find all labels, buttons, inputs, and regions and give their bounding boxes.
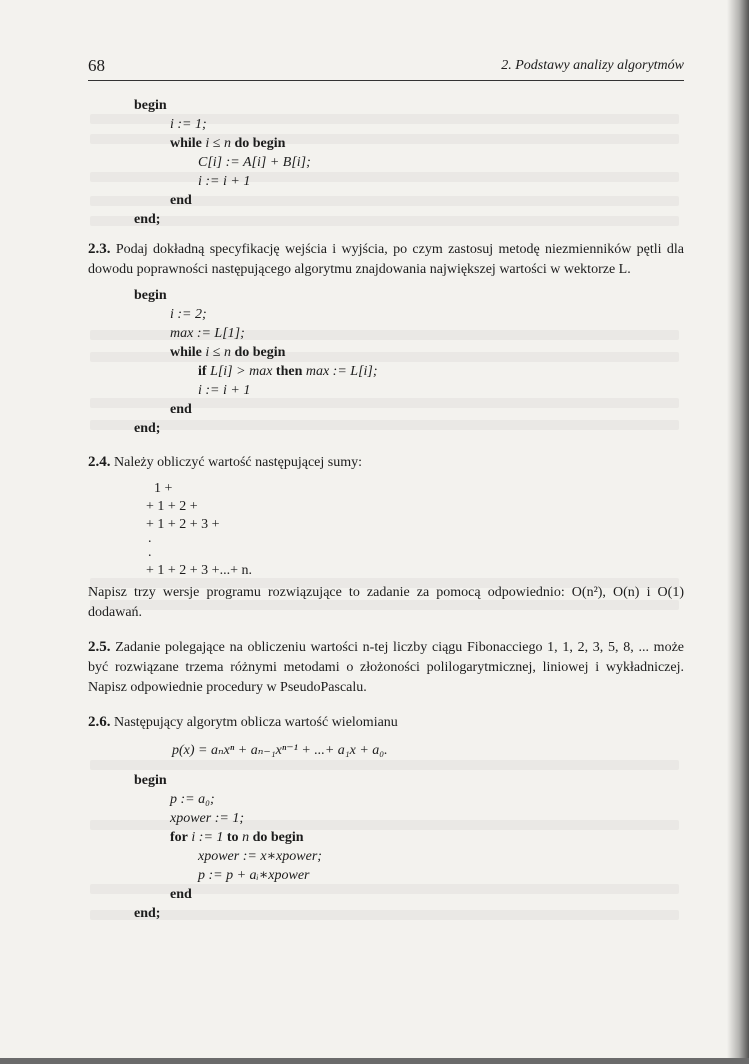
task-number: 2.5.	[88, 639, 111, 655]
code-line: xpower := x∗xpower;	[198, 849, 322, 864]
sum-line: + 1 + 2 +	[146, 499, 198, 514]
code-expr: L[i] > max	[210, 364, 273, 379]
polynomial-formula: p(x) = aₙxⁿ + aₙ₋₁xⁿ⁻¹ + ...+ a₁x + a₀.	[172, 743, 388, 758]
keyword: while	[170, 136, 202, 151]
keyword: do begin	[234, 345, 286, 360]
keyword: for	[170, 830, 188, 845]
code-line: xpower := 1;	[170, 811, 244, 826]
task-2-4	[88, 452, 684, 473]
code-line: C[i] := A[i] + B[i];	[198, 155, 311, 170]
task-text: Następujący algorytm oblicza wartość wielomianu	[114, 715, 398, 730]
task-text: Napisz trzy wersje programu rozwiązujące to zadanie za pomocą odpowiednio: O(n²), O(n) i O(1) dodawań.	[88, 585, 684, 620]
code-line: i := i + 1	[198, 383, 251, 398]
code-line: begin	[134, 288, 167, 303]
task-2-4-tail	[88, 583, 684, 623]
task-2-6	[88, 712, 684, 733]
page-edge	[0, 1058, 749, 1064]
code-line: i := 1;	[170, 117, 207, 132]
code-expr: max := L[i];	[305, 364, 378, 379]
code-listing-3	[88, 771, 684, 923]
binding-shadow	[727, 0, 749, 1064]
keyword: do begin	[234, 136, 286, 151]
sum-line: 1 +	[154, 481, 173, 496]
code-line: end;	[134, 421, 161, 436]
code-line: begin	[134, 98, 167, 113]
running-header	[88, 56, 684, 81]
task-text: Zadanie polegające na obliczeniu wartości n-tej liczby ciągu Fibonacciego 1, 1, 2, 3, 5, 8, ... może być rozwiązane trzema różnymi metodami o złożoności polilogarytmicznej, liniowej i wykładniczej. Napisz odpowiednie procedury w PseudoPascalu.	[88, 640, 684, 695]
code-line: end	[170, 402, 192, 417]
chapter-title: 2. Podstawy analizy algorytmów	[501, 58, 684, 73]
code-line	[88, 828, 684, 847]
code-line	[88, 362, 684, 381]
task-2-5	[88, 637, 684, 698]
keyword: while	[170, 345, 202, 360]
code-line	[88, 343, 684, 362]
code-expr: n	[242, 830, 250, 845]
code-listing-2	[88, 286, 684, 438]
sum-line: + 1 + 2 + 3 +	[146, 517, 220, 532]
code-expr: i := 1	[191, 830, 224, 845]
keyword: if	[198, 364, 207, 379]
keyword: do begin	[252, 830, 304, 845]
task-2-3	[88, 239, 684, 280]
code-line: max := L[1];	[170, 326, 245, 341]
keyword: to	[226, 830, 239, 845]
keyword: then	[275, 364, 303, 379]
page-content	[88, 96, 684, 923]
code-listing-1	[88, 96, 684, 229]
task-number: 2.4.	[88, 454, 111, 470]
code-expr: i ≤ n	[205, 136, 231, 151]
task-number: 2.3.	[88, 241, 111, 257]
code-line: p := a₀;	[170, 792, 215, 807]
task-text: Podaj dokładną specyfikację wejścia i wyjścia, po czym zastosuj metodę niezmienników pętli dla dowodu poprawności następującego algorytmu znajdowania największej wartości w wektorze L.	[88, 242, 684, 277]
code-expr: i ≤ n	[205, 345, 231, 360]
sum-expression	[88, 479, 684, 579]
code-line: end;	[134, 906, 161, 921]
code-line: p := p + aᵢ∗xpower	[198, 868, 310, 883]
code-line: end	[170, 887, 192, 902]
sum-line: .	[148, 531, 152, 546]
code-line	[88, 134, 684, 153]
page-number: 68	[88, 56, 105, 75]
code-line: i := 2;	[170, 307, 207, 322]
code-line: begin	[134, 773, 167, 788]
code-line: end	[170, 193, 192, 208]
sum-line: .	[148, 545, 152, 560]
sum-line: + 1 + 2 + 3 +...+ n.	[146, 563, 252, 578]
code-line: i := i + 1	[198, 174, 251, 189]
code-line: end;	[134, 212, 161, 227]
task-number: 2.6.	[88, 714, 111, 730]
task-text: Należy obliczyć wartość następującej sumy:	[114, 455, 363, 470]
